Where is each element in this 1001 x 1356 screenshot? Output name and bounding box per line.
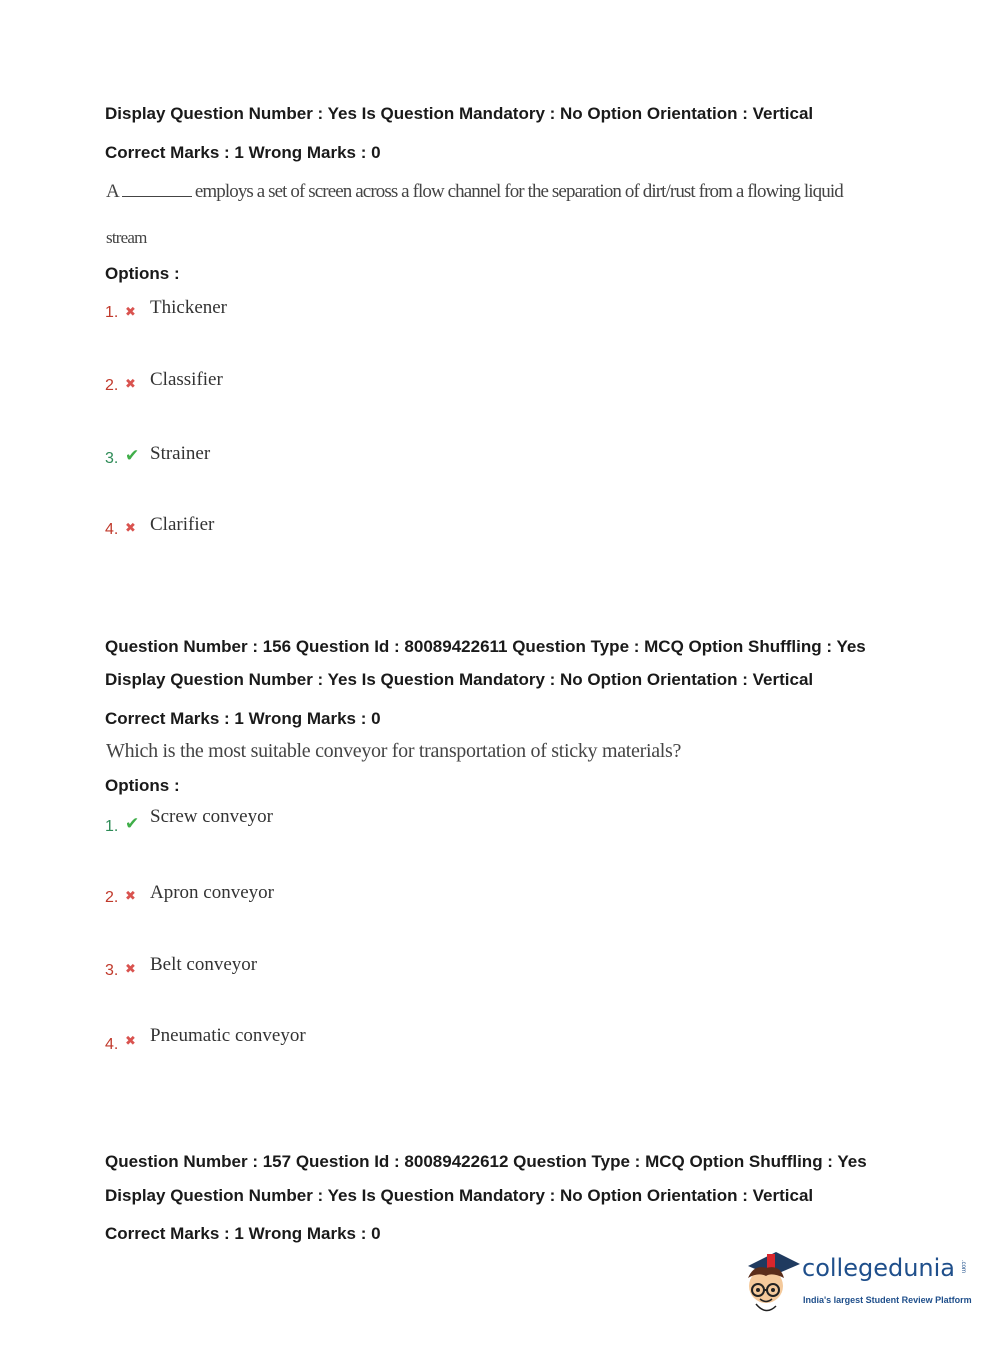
mascot-icon	[742, 1248, 802, 1320]
options-label: Options :	[105, 264, 180, 283]
wrong-icon: ✖	[125, 1034, 136, 1049]
question-meta-display: Display Question Number : Yes Is Question Mandatory : No Option Orientation : Vertical	[105, 104, 814, 123]
question-blank	[122, 196, 192, 197]
option-number: 3.	[105, 962, 119, 979]
question-prefix: A	[106, 181, 119, 202]
option-text: Apron conveyor	[150, 882, 274, 903]
question-meta-id: Question Number : 157 Question Id : 80089422612 Question Type : MCQ Option Shuffling : Yes	[105, 1152, 867, 1171]
option-number: 2.	[105, 889, 119, 906]
option-text: Screw conveyor	[150, 806, 273, 827]
question-meta-id: Question Number : 156 Question Id : 80089422611 Question Type : MCQ Option Shuffling : Yes	[105, 637, 866, 656]
option-number: 4.	[105, 521, 119, 538]
question-text	[106, 181, 843, 203]
option-text: Belt conveyor	[150, 954, 258, 975]
logo-suffix: .com	[960, 1260, 966, 1274]
check-icon: ✔	[125, 814, 140, 834]
option-number: 3.	[105, 450, 119, 467]
option-number: 1.	[105, 304, 119, 321]
wrong-icon: ✖	[125, 305, 136, 320]
question-meta-marks: Correct Marks : 1 Wrong Marks : 0	[105, 1224, 381, 1243]
question-text: Which is the most suitable conveyor for transportation of sticky materials?	[106, 740, 682, 762]
option-text: Clarifier	[150, 514, 215, 535]
option-number: 2.	[105, 377, 119, 394]
option-text: Classifier	[150, 369, 223, 390]
option-text: Thickener	[150, 297, 228, 318]
question-meta-marks: Correct Marks : 1 Wrong Marks : 0	[105, 709, 381, 728]
option-text: Pneumatic conveyor	[150, 1025, 306, 1046]
wrong-icon: ✖	[125, 377, 136, 392]
question-meta-display: Display Question Number : Yes Is Question Mandatory : No Option Orientation : Vertical	[105, 670, 814, 689]
options-label: Options :	[105, 776, 180, 795]
logo-tagline: India's largest Student Review Platform	[803, 1295, 972, 1305]
question-meta-display: Display Question Number : Yes Is Question Mandatory : No Option Orientation : Vertical	[105, 1186, 814, 1205]
option-number: 4.	[105, 1036, 119, 1053]
logo-wordmark: collegedunia	[802, 1254, 956, 1282]
option-number: 1.	[105, 818, 119, 835]
collegedunia-logo	[742, 1248, 972, 1320]
check-icon: ✔	[125, 446, 140, 466]
question-text-continued: stream	[106, 228, 147, 247]
option-text: Strainer	[150, 443, 211, 464]
wrong-icon: ✖	[125, 889, 136, 904]
question-suffix: employs a set of screen across a flow channel for the separation of dirt/rust from a flowing liquid	[194, 181, 843, 202]
question-meta-marks: Correct Marks : 1 Wrong Marks : 0	[105, 143, 381, 162]
wrong-icon: ✖	[125, 521, 136, 536]
wrong-icon: ✖	[125, 962, 136, 977]
